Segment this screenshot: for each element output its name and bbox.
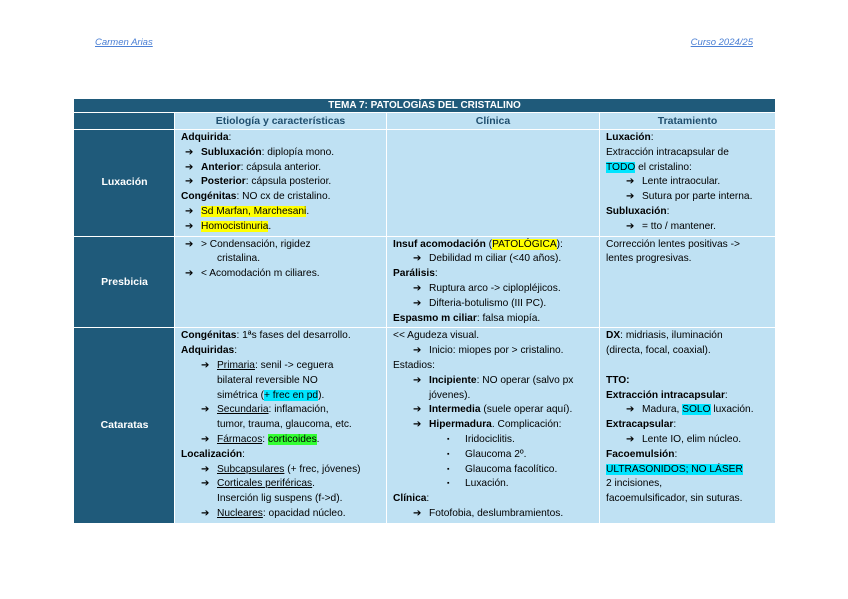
arrow-icon: ➔: [626, 176, 635, 188]
arrow-icon: ➔: [413, 419, 422, 431]
arrow-icon: ➔: [413, 253, 422, 265]
arrow-icon: ➔: [201, 433, 210, 445]
col-clinica: Clínica: [387, 113, 600, 130]
arrow-icon: ➔: [185, 176, 194, 188]
col-etiologia: Etiología y características: [175, 113, 387, 130]
arrow-icon: ➔: [413, 374, 422, 386]
table-row: [74, 236, 776, 328]
cataratas-clinica: << Agudeza visual. ➔ Inicio: miopes por > cristalino. Estadios: ➔ Incipiente: NO operar (salvo px jóvenes). ➔ Intermedia (suele operar aquí). ➔ Hipermadura. Complicación: ▪ Iridociclitis. ▪ Glaucoma 2º. ▪ Glaucoma facolítico. ▪ Luxación. Clínica: ➔ Fotofobia, deslumbramientos.: [387, 328, 600, 523]
row-label-cataratas: Cataratas: [74, 328, 175, 523]
bullet-icon: ▪: [447, 435, 450, 443]
row-label-luxacion: Luxación: [74, 130, 175, 237]
presbicia-clinica: Insuf acomodación (PATOLÓGICA): ➔ Debilidad m ciliar (<40 años). Parálisis: ➔ Ruptura arco -> ciplopléjicos. ➔ Difteria-botulismo (III PC). Espasmo m ciliar: falsa miopía.: [387, 236, 600, 328]
cataratas-tratamiento: DX: midriasis, iluminación (directa, focal, coaxial). TTO: Extracción intracapsular: ➔ Madura, SOLO luxación. Extracapsular: ➔ Lente IO, elim núcleo. Facoemulsión: ULTRASONIDOS; NO LÁSER 2 incisiones, facoemulsificador, sin suturas.: [600, 328, 776, 523]
table-row: [74, 328, 776, 523]
luxacion-clinica: [387, 130, 600, 237]
arrow-icon: ➔: [201, 478, 210, 490]
col-tratamiento: Tratamiento: [600, 113, 776, 130]
arrow-icon: ➔: [413, 282, 422, 294]
presbicia-tratamiento: Corrección lentes positivas -> lentes progresivas.: [600, 236, 776, 328]
arrow-icon: ➔: [413, 345, 422, 357]
presbicia-etiologia: ➔ > Condensación, rigidez cristalina. ➔ < Acomodación m ciliares.: [175, 236, 387, 328]
luxacion-tratamiento: Luxación: Extracción intracapsular de TODO el cristalino: ➔ Lente intraocular. ➔ Sutura por parte interna. Subluxación: ➔ = tto / mantener.: [600, 130, 776, 237]
arrow-icon: ➔: [185, 238, 194, 250]
arrow-icon: ➔: [626, 191, 635, 203]
arrow-icon: ➔: [201, 463, 210, 475]
course-label: Curso 2024/25: [690, 37, 753, 48]
arrow-icon: ➔: [626, 404, 635, 416]
arrow-icon: ➔: [201, 359, 210, 371]
arrow-icon: ➔: [201, 507, 210, 519]
row-label-presbicia: Presbicia: [74, 236, 175, 328]
arrow-icon: ➔: [185, 268, 194, 280]
arrow-icon: ➔: [185, 161, 194, 173]
arrow-icon: ➔: [413, 507, 422, 519]
author-name: Carmen Arias: [95, 37, 153, 48]
arrow-icon: ➔: [201, 404, 210, 416]
arrow-icon: ➔: [413, 404, 422, 416]
arrow-icon: ➔: [413, 297, 422, 309]
pathology-table: [73, 98, 776, 524]
cataratas-etiologia: Congénitas: 1ªs fases del desarrollo. Adquiridas: ➔ Primaria: senil -> ceguera bilateral reversible NO simétrica (+ frec en pd). ➔ Secundaria: inflamación, tumor, trauma, glaucoma, etc. ➔ Fármacos: corticoides. Localización: ➔ Subcapsulares (+ frec, jóvenes) ➔ Corticales periféricas. Inserción lig suspens (f->d). ➔ Nucleares: opacidad núcleo.: [175, 328, 387, 523]
arrow-icon: ➔: [185, 146, 194, 158]
bullet-icon: ▪: [447, 480, 450, 488]
table-row: [74, 130, 776, 237]
bullet-icon: ▪: [447, 450, 450, 458]
table-title: TEMA 7: PATOLOGÍAS DEL CRISTALINO: [74, 99, 776, 113]
luxacion-etiologia: Adquirida: ➔ Subluxación: diplopía mono. ➔ Anterior: cápsula anterior. ➔ Posterior: cápsula posterior. Congénitas: NO cx de cristalino. ➔ Sd Marfan, Marchesani. ➔ Homocistinuria.: [175, 130, 387, 237]
arrow-icon: ➔: [626, 433, 635, 445]
bullet-icon: ▪: [447, 465, 450, 473]
arrow-icon: ➔: [626, 220, 635, 232]
arrow-icon: ➔: [185, 205, 194, 217]
corner-cell: [74, 113, 175, 130]
arrow-icon: ➔: [185, 220, 194, 232]
